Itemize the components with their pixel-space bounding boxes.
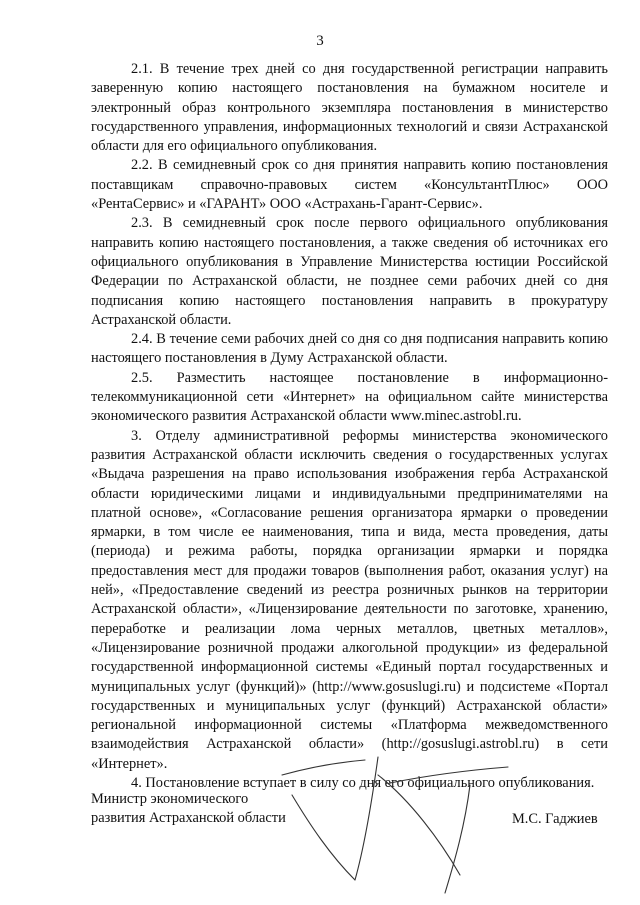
- paragraph-3: 3. Отделу административной реформы министерства экономического развития Астраханской области исключить сведения о государственных услугах «Выдача разрешения на право использования изображения герба Астраханской области юридическими лицами и индивидуальными предпринимателями на платной основе», «Согласование решения организатора ярмарки о проведении ярмарки, в том числе ее наименования, типа и вида, места проведения, даты (периода) и режима работы, порядка организации ярмарки и порядка предоставления мест для продажи товаров (выполнения работ, оказания услуг) на ней», «Предоставление сведений из реестра розничных рынков на территории Астраханской области», «Лицензирование деятельности по заготовке, хранению, переработке и реализации лома черных металлов, цветных металлов», «Лицензирование розничной продажи алкогольной продукции» из федеральной государственной информационной системы «Единый портал государственных и муниципальных услуг (функций)» (http://www.gosuslugi.ru) и подсистеме «Портал государственных и муниципальных услуг (функций) Астраханской области» региональной информационной системы «Платформа межведомственного взаимодействия Астраханской области» (http://gosuslugi.astrobl.ru) в сети «Интернет».: [91, 427, 608, 772]
- paragraph-2-3: 2.3. В семидневный срок после первого официального опубликования направить копию настоящего постановления, а также сведения об источниках его официального опубликования в Управление Министерства юстиции Российской Федерации по Астраханской области, не позднее семи рабочих дней со дня подписания копию настоящего постановления направить в прокуратуру Астраханской области.: [91, 215, 608, 328]
- signatory-name: М.С. Гаджиев: [512, 811, 598, 827]
- signatory-position-line-2: развития Астраханской области: [91, 810, 286, 827]
- paragraph-2-4: 2.4. В течение семи рабочих дней со дня со дня подписания направить копию настоящего постановления в Думу Астраханской области.: [91, 331, 608, 367]
- handwritten-signature: [270, 745, 520, 895]
- paragraph-2-5: 2.5. Разместить настоящее постановление в информационно-телекоммуникационной сети «Интернет» на официальном сайте министерства экономического развития Астраханской области www.minec.astrobl.ru.: [91, 369, 608, 425]
- signatory-position: [91, 790, 286, 829]
- paragraph-2-1: 2.1. В течение трех дней со дня государственной регистрации направить заверенную копию настоящего постановления на бумажном носителе и электронный образ контрольного экземпляра постановления в министерство государственного управления, информационных технологий и связи Астраханской области для его официального опубликования.: [91, 61, 608, 155]
- page-number: 3: [316, 33, 324, 49]
- signatory-position-line-1: Министр экономического: [91, 791, 249, 807]
- document-body: [91, 60, 608, 793]
- paragraph-2-2: 2.2. В семидневный срок со дня принятия направить копию постановления поставщикам справочно-правовых систем «КонсультантПлюс» ООО «РентаСервис» и «ГАРАНТ» ООО «Астрахань-Гарант-Сервис».: [91, 157, 608, 213]
- paragraph-4: 4. Постановление вступает в силу со дня его официального опубликования.: [131, 774, 595, 791]
